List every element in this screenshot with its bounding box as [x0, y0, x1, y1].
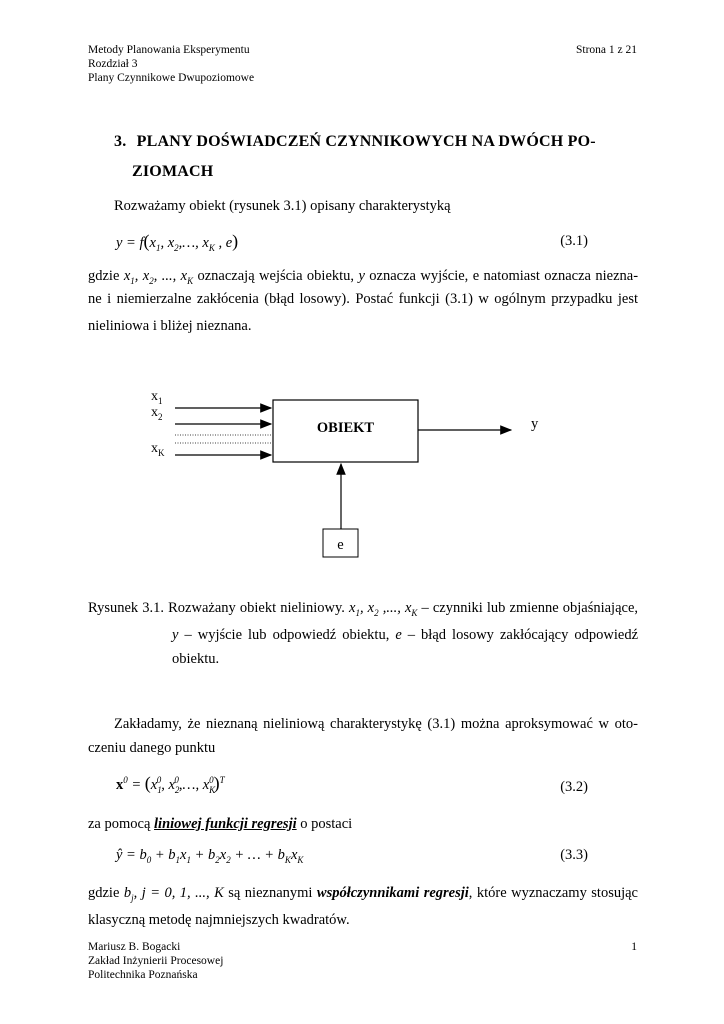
paragraph-approximation-1: Zakładamy, że nieznaną nieliniową charakterystykę (3.1) można aproksymować w oto-: [114, 716, 638, 732]
equation-3-3-number: (3.3): [560, 847, 588, 863]
paragraph-approximation-2: czeniu danego punktu: [88, 740, 216, 756]
object-box-label: OBIEKT: [316, 420, 375, 436]
diagram-label-e: e: [337, 537, 344, 553]
equation-3-1-number: (3.1): [560, 233, 588, 249]
footer-author: Mariusz B. Bogacki: [88, 941, 181, 953]
figure-caption-2: y – wyjście lub odpowiedź obiektu, e – błąd losowy zakłócający odpowiedź: [172, 627, 639, 643]
footer-department: Zakład Inżynierii Procesowej: [88, 955, 224, 967]
paragraph-coefficients-1: gdzie $b_j$, j = 0, 1, ..., K są nieznanymi współczynnikami regresji, które wyznaczamy stosując: [88, 885, 638, 903]
header-chapter: Rozdział 3: [88, 58, 138, 70]
diagram-label-x2: $x_2$: [151, 405, 163, 422]
section-number: 3.: [114, 133, 127, 150]
equation-3-1: $y = f(x_1$, $x_2,\dots$, $x_K$ , e): [116, 231, 239, 253]
equation-3-3: ŷ = $b_0 + b_1x_1 + b_2x_2$ + … + $b_Kx_K$: [116, 847, 304, 865]
section-title-1: PLANY DOŚWIADCZEŃ CZYNNIKOWYCH NA DWÓCH PO-: [136, 133, 596, 150]
diagram-label-y: y: [531, 416, 539, 432]
header-page-number: Strona 1 z 21: [575, 44, 637, 56]
paragraph-regression: za pomocą liniowej funkcji regresji o postaci: [88, 816, 353, 832]
header-title: Metody Planowania Eksperymentu: [88, 44, 250, 56]
equation-3-2-number: (3.2): [560, 779, 588, 795]
paragraph-intro: Rozważamy obiekt (rysunek 3.1) opisany charakterystyką: [114, 198, 451, 214]
paragraph-coefficients-2: klasyczną metodę najmniejszych kwadratów.: [88, 912, 350, 928]
footer-page-number: 1: [631, 941, 637, 953]
paragraph-definitions-1: gdzie $x_1$, $x_2$, ..., $x_K$ oznaczają wejścia obiektu, y oznacza wyjście, e natomiast oznacza niezna-: [88, 268, 639, 286]
header-subtitle: Plany Czynnikowe Dwupoziomowe: [88, 72, 255, 84]
equation-3-2: $x^0 = (x_1^0$, $x_2^0,\dots$, $x_K^0)^T$: [116, 773, 225, 795]
section-heading-line2: ZIOMACH: [132, 163, 214, 180]
paragraph-definitions-3: nieliniowa i bliżej nieznana.: [88, 318, 252, 334]
diagram-label-xk: $x_K$: [151, 441, 165, 458]
paragraph-definitions-2: ne i niemierzalne zakłócenia (błąd losowy). Postać funkcji (3.1) w ogólnym przypadku jest: [88, 291, 638, 307]
section-heading-line1: [114, 127, 596, 157]
figure-caption-3: obiektu.: [172, 651, 220, 667]
term-regression-coefficients: współczynnikami regresji: [316, 885, 469, 901]
term-linear-regression: liniowej funkcji regresji: [154, 816, 297, 832]
figure-caption-1: Rysunek 3.1. Rozważany obiekt nieliniowy. $x_1$, $x_2$ ,..., $x_K$ – czynniki lub zmienne objaśniające,: [88, 600, 639, 618]
diagram-label-x1: $x_1$: [151, 389, 163, 406]
footer-university: Politechnika Poznańska: [88, 969, 198, 981]
